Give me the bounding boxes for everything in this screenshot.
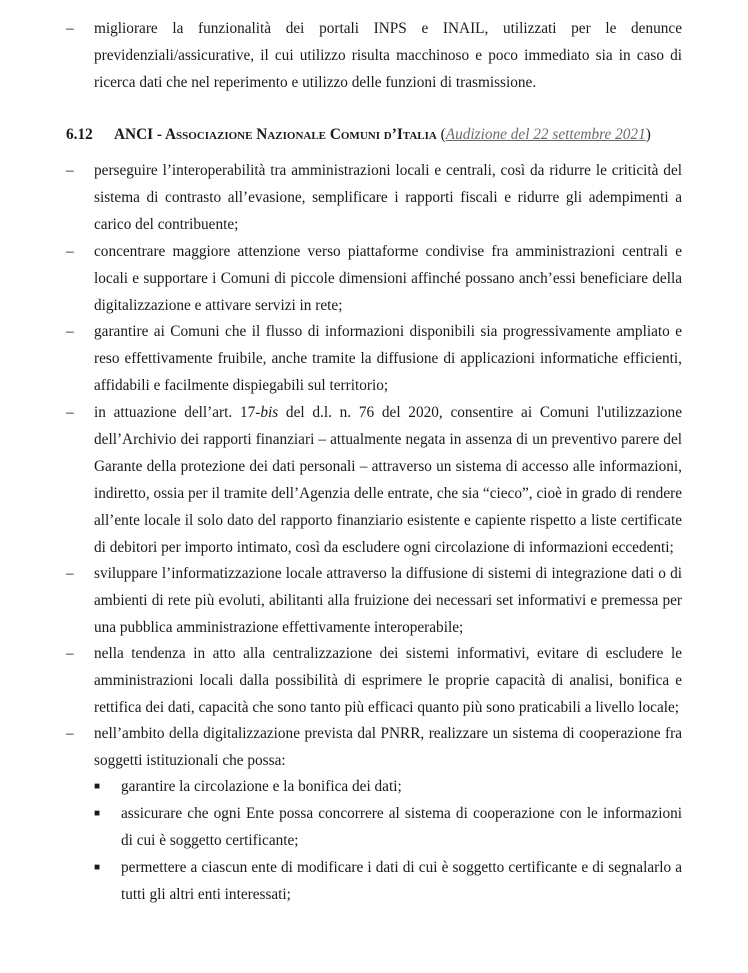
list-item	[66, 560, 682, 641]
list-item-text: nella tendenza in atto alla centralizzazione dei sistemi informativi, evitare di escludere le amministrazioni locali dalla possibilità di esprimere le proprie capacità di analisi, bonifica e rettifica dei dati, capacità che sono tanto più efficaci quanto più sono praticabili a livello locale;	[94, 645, 682, 716]
section-number: 6.12	[66, 126, 93, 143]
dash-bullet: –	[66, 20, 74, 37]
dash-bullet: –	[66, 243, 74, 260]
sub-list-item-text: assicurare che ogni Ente possa concorrere al sistema di cooperazione con le informazioni di cui è soggetto certificante;	[121, 805, 682, 849]
dash-bullet: –	[66, 645, 74, 662]
close-paren: )	[645, 126, 651, 143]
list-item-text	[94, 399, 682, 561]
dash-bullet: –	[66, 323, 74, 340]
list-item	[66, 318, 682, 399]
section-heading	[66, 121, 682, 148]
square-bullet: ■	[94, 808, 101, 819]
open-paren: (	[440, 126, 446, 143]
dash-bullet: –	[66, 404, 74, 421]
list-item	[66, 157, 682, 238]
list-item	[66, 720, 682, 774]
list-item-text: sviluppare l’informatizzazione locale attraverso la diffusione di sistemi di integrazione dati o di ambienti di rete più evoluti, abilitanti alla fruizione dei necessari set informativi e premessa per una pubblica amministrazione effettivamente interoperabile;	[94, 565, 682, 636]
list-item-text: perseguire l’interoperabilità tra amministrazioni locali e centrali, così da ridurre le criticità del sistema di contrasto all’evasione, semplificare i rapporti fiscali e ridurre gli adempimenti a carico del contribuente;	[94, 162, 682, 233]
italic-text: bis	[260, 404, 279, 421]
square-bullet: ■	[94, 862, 101, 873]
square-bullet: ■	[94, 781, 101, 792]
list-item-text: garantire ai Comuni che il flusso di informazioni disponibili sia progressivamente ampliato e reso effettivamente fruibile, anche tramite la diffusione di applicazioni informatiche efficienti, affidabili e facilmente dispiegabili sul territorio;	[94, 323, 682, 394]
dash-bullet: –	[66, 162, 74, 179]
sub-list-item-text: permettere a ciascun ente di modificare i dati di cui è soggetto certificante e di segnalarlo a tutti gli altri enti interessati;	[121, 859, 682, 903]
sub-list-item	[94, 854, 682, 908]
list-item-text: nell’ambito della digitalizzazione prevista dal PNRR, realizzare un sistema di cooperazione fra soggetti istituzionali che possa:	[94, 725, 682, 769]
list-item-text: concentrare maggiore attenzione verso piattaforme condivise fra amministrazioni centrali e locali e supportare i Comuni di piccole dimensioni affinché possano anch’essi beneficiare della digitalizzazione e attivare servizi in rete;	[94, 243, 682, 314]
sub-list-item-text: garantire la circolazione e la bonifica dei dati;	[121, 778, 402, 795]
text-part: in attuazione dell’art. 17-	[94, 404, 261, 421]
section-title: ANCI - Associazione Nazionale Comuni d’Italia	[114, 126, 437, 143]
hearing-link[interactable]: Audizione del 22 settembre 2021	[445, 126, 646, 143]
list-item	[66, 15, 682, 96]
list-item	[66, 238, 682, 319]
list-item	[66, 640, 682, 721]
dash-bullet: –	[66, 565, 74, 582]
list-item-text: migliorare la funzionalità dei portali INPS e INAIL, utilizzati per le denunce previdenziali/assicurative, il cui utilizzo risulta macchinoso e poco immediato sia in caso di ricerca dati che nel reperimento e utilizzo delle funzioni di trasmissione.	[94, 20, 682, 91]
text-part: del d.l. n. 76 del 2020, consentire ai Comuni l'utilizzazione dell’Archivio dei rapporti finanziari – attualmente negata in assenza di un preventivo parere del Garante della protezione dei dati personali – attraverso un sistema di accesso alle informazioni, indiretto, ossia per il tramite dell’Agenzia delle entrate, che sia “cieco”, cioè in grado di rendere all’ente locale il solo dato del rapporto finanziario esistente e capiente rispetto a liste certificate di debitori per importo intimato, così da escludere ogni circolazione di informazioni eccedenti;	[94, 404, 682, 556]
sub-list-item	[94, 773, 682, 800]
sub-list-item	[94, 800, 682, 854]
list-item	[66, 399, 682, 561]
dash-bullet: –	[66, 725, 74, 742]
